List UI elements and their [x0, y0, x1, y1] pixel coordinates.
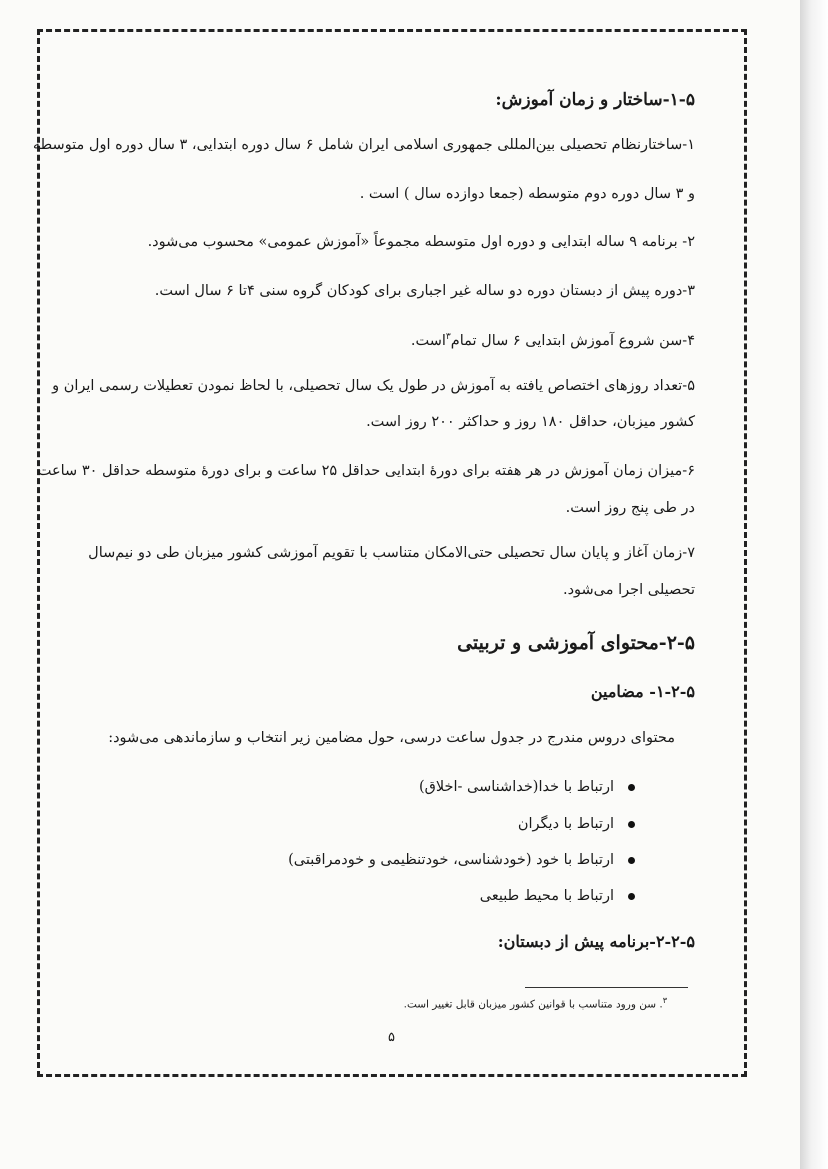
footnote-text: . سن ورود متناسب با قوانین کشور میزبان قابل تغییر است. [403, 998, 663, 1011]
item-4-tail: است. [410, 332, 446, 349]
bullet-dot-icon [628, 893, 635, 900]
bullet-dot-icon [628, 857, 635, 864]
item-1-line-1: ۱-ساختارنظام تحصیلی بین‌المللی جمهوری اسلامی ایران شامل ۶ سال دوره ابتدایی، ۳ سال دوره اول متوسطه [32, 137, 695, 153]
subsection-title-themes: ۱-۲-۵- مضامین [590, 682, 695, 701]
item-5-line-1: ۵-تعداد روزهای اختصاص یافته به آموزش در طول یک سال تحصیلی، با لحاظ نمودن تعطیلات رسمی ایران و [52, 378, 695, 394]
footnote-separator [525, 987, 688, 988]
footnote [404, 996, 667, 1011]
item-4 [411, 332, 695, 349]
item-6-line-1: ۶-میزان زمان آموزش در هر هفته برای دورۀ ابتدایی حداقل ۲۵ ساعت و برای دورۀ متوسطه حداقل ۳۰ ساعت [37, 463, 695, 479]
item-7-line-2: تحصیلی اجرا می‌شود. [562, 582, 695, 598]
bullet-item: ارتباط با خدا(خداشناسی -اخلاق) [419, 779, 635, 795]
page-number: ۵ [388, 1030, 395, 1045]
item-7-line-1: ۷-زمان آغاز و پایان سال تحصیلی حتی‌الامکان متناسب با تقویم آموزشی کشور میزبان طی دو نیم‌سال [88, 545, 695, 561]
item-3: ۳-دوره پیش از دبستان دوره دو ساله غیر اجباری برای کودکان گروه سنی ۴تا ۶ سال است. [154, 283, 695, 299]
footnote-marker: ۳ [662, 996, 667, 1005]
item-6-line-2: در طی پنج روز است. [565, 500, 695, 516]
item-1-line-2: و ۳ سال دوره دوم متوسطه (جمعا دوازده سال ) است . [359, 186, 695, 202]
bullet-item: ارتباط با خود (خودشناسی، خودتنظیمی و خودمراقبتی) [288, 852, 635, 868]
section-title-structure: ۱-۵-ساختار و زمان آموزش: [495, 90, 695, 110]
item-2: ۲- برنامه ۹ ساله ابتدایی و دوره اول متوسطه مجموعاً «آموزش عمومی» محسوب می‌شود. [147, 234, 695, 250]
item-4-text: ۴-سن شروع آموزش ابتدایی ۶ سال تمام [450, 332, 695, 349]
subsection-title-preschool: ۲-۲-۵-برنامه پیش از دبستان: [497, 932, 695, 951]
bullet-item: ارتباط با محیط طبیعی [480, 888, 635, 904]
bullet-dot-icon [628, 784, 635, 791]
item-5-line-2: کشور میزبان، حداقل ۱۸۰ روز و حداکثر ۲۰۰ روز است. [366, 414, 695, 430]
footnote-ref: ۳ [445, 332, 451, 342]
scan-edge-shadow [800, 0, 828, 1169]
bullet-item: ارتباط با دیگران [518, 816, 635, 832]
bullet-dot-icon [628, 821, 635, 828]
themes-intro: محتوای دروس مندرج در جدول ساعت درسی، حول مضامین زیر انتخاب و سازماندهی می‌شود: [108, 730, 675, 746]
section-title-content: ۲-۵-محتوای آموزشی و تربیتی [457, 632, 695, 654]
